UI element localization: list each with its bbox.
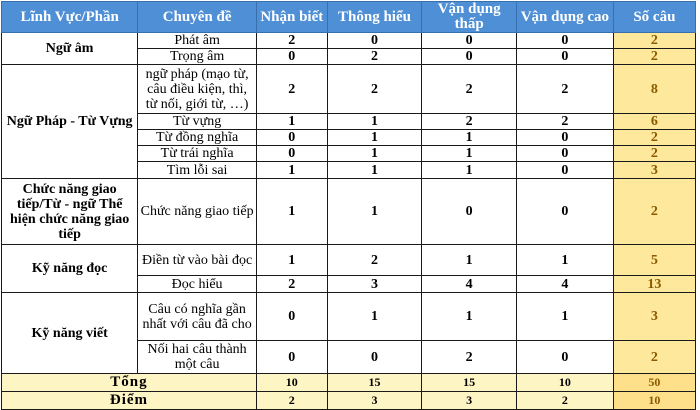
nhan-biet-cell: 2 <box>256 65 327 114</box>
thong-hieu-cell: 2 <box>327 49 422 65</box>
topic-cell: Trọng âm <box>138 49 257 65</box>
thong-hieu-cell: 1 <box>327 293 422 341</box>
van-dung-cao-cell: 0 <box>517 341 614 374</box>
van-dung-thap-cell: 1 <box>422 293 517 341</box>
van-dung-thap-cell: 1 <box>422 130 517 146</box>
van-dung-cao-cell: 2 <box>517 65 614 114</box>
van-dung-thap-cell: 2 <box>422 341 517 374</box>
van-dung-cao-cell: 0 <box>517 49 614 65</box>
van-dung-thap-cell: 1 <box>422 245 517 276</box>
header-so-cau: Số câu <box>613 2 695 33</box>
table-row <box>2 293 696 341</box>
nhan-biet-cell: 0 <box>256 293 327 341</box>
so-cau-cell: 2 <box>613 130 695 146</box>
thong-hieu-cell: 1 <box>327 114 422 130</box>
thong-hieu-cell: 1 <box>327 146 422 162</box>
table-row <box>2 33 696 49</box>
van-dung-cao-cell: 1 <box>517 293 614 341</box>
header-topic: Chuyên đề <box>138 2 257 33</box>
area-cell: Ngữ âm <box>2 33 138 65</box>
van-dung-cao-cell: 0 <box>517 162 614 179</box>
nhan-biet-cell: 2 <box>256 276 327 293</box>
van-dung-thap-cell: 2 <box>422 114 517 130</box>
van-dung-cao-cell: 0 <box>517 146 614 162</box>
table-row <box>2 245 696 276</box>
score-label: Điểm <box>2 392 257 410</box>
so-cau-cell: 2 <box>613 146 695 162</box>
so-cau-cell: 13 <box>613 276 695 293</box>
van-dung-thap-cell: 1 <box>422 146 517 162</box>
so-cau-cell: 2 <box>613 179 695 245</box>
thong-hieu-cell: 1 <box>327 179 422 245</box>
topic-cell: Câu có nghĩa gần nhất với câu đã cho <box>138 293 257 341</box>
van-dung-thap-cell: 0 <box>422 49 517 65</box>
nhan-biet-cell: 1 <box>256 114 327 130</box>
score-nhan-biet: 2 <box>256 392 327 410</box>
topic-cell: ngữ pháp (mạo từ, câu điều kiện, thì, từ nối, giới từ, …) <box>138 65 257 114</box>
van-dung-cao-cell: 0 <box>517 130 614 146</box>
so-cau-cell: 3 <box>613 293 695 341</box>
nhan-biet-cell: 0 <box>256 49 327 65</box>
van-dung-cao-cell: 0 <box>517 33 614 49</box>
so-cau-cell: 2 <box>613 341 695 374</box>
topic-cell: Phát âm <box>138 33 257 49</box>
van-dung-cao-cell: 0 <box>517 179 614 245</box>
total-nhan-biet: 10 <box>256 374 327 392</box>
table-row <box>2 65 696 114</box>
header-row <box>2 2 696 33</box>
header-area: Lĩnh Vực/Phần <box>2 2 138 33</box>
area-cell: Kỹ năng viết <box>2 293 138 374</box>
nhan-biet-cell: 0 <box>256 146 327 162</box>
van-dung-thap-cell: 2 <box>422 65 517 114</box>
van-dung-cao-cell: 1 <box>517 245 614 276</box>
thong-hieu-cell: 3 <box>327 276 422 293</box>
score-thong-hieu: 3 <box>327 392 422 410</box>
van-dung-cao-cell: 4 <box>517 276 614 293</box>
topic-cell: Từ đồng nghĩa <box>138 130 257 146</box>
thong-hieu-cell: 1 <box>327 130 422 146</box>
nhan-biet-cell: 1 <box>256 245 327 276</box>
total-van-dung-thap: 15 <box>422 374 517 392</box>
so-cau-cell: 3 <box>613 162 695 179</box>
area-cell: Ngữ Pháp - Từ Vựng <box>2 65 138 179</box>
topic-cell: Nối hai câu thành một câu <box>138 341 257 374</box>
total-thong-hieu: 15 <box>327 374 422 392</box>
score-so-cau: 10 <box>613 392 695 410</box>
topic-cell: Tìm lỗi sai <box>138 162 257 179</box>
total-row <box>2 374 696 392</box>
area-cell: Chức năng giao tiếp/Từ - ngữ Thể hiện chức năng giao tiếp <box>2 179 138 245</box>
van-dung-thap-cell: 0 <box>422 33 517 49</box>
thong-hieu-cell: 2 <box>327 245 422 276</box>
thong-hieu-cell: 0 <box>327 341 422 374</box>
so-cau-cell: 6 <box>613 114 695 130</box>
header-thong-hieu: Thông hiểu <box>327 2 422 33</box>
total-so-cau: 50 <box>613 374 695 392</box>
header-nhan-biet: Nhận biết <box>256 2 327 33</box>
van-dung-cao-cell: 2 <box>517 114 614 130</box>
topic-cell: Từ vựng <box>138 114 257 130</box>
total-label: Tổng <box>2 374 257 392</box>
topic-cell: Từ trái nghĩa <box>138 146 257 162</box>
total-van-dung-cao: 10 <box>517 374 614 392</box>
nhan-biet-cell: 2 <box>256 33 327 49</box>
van-dung-thap-cell: 4 <box>422 276 517 293</box>
thong-hieu-cell: 0 <box>327 33 422 49</box>
thong-hieu-cell: 1 <box>327 162 422 179</box>
nhan-biet-cell: 1 <box>256 179 327 245</box>
table-row <box>2 179 696 245</box>
thong-hieu-cell: 2 <box>327 65 422 114</box>
van-dung-thap-cell: 0 <box>422 179 517 245</box>
nhan-biet-cell: 0 <box>256 130 327 146</box>
topic-cell: Đọc hiểu <box>138 276 257 293</box>
score-row <box>2 392 696 410</box>
score-van-dung-thap: 3 <box>422 392 517 410</box>
topic-cell: Chức năng giao tiếp <box>138 179 257 245</box>
exam-matrix-table <box>1 1 696 410</box>
so-cau-cell: 5 <box>613 245 695 276</box>
score-van-dung-cao: 2 <box>517 392 614 410</box>
so-cau-cell: 8 <box>613 65 695 114</box>
area-cell: Kỹ năng đọc <box>2 245 138 293</box>
so-cau-cell: 2 <box>613 33 695 49</box>
header-van-dung-cao: Vận dụng cao <box>517 2 614 33</box>
van-dung-thap-cell: 1 <box>422 162 517 179</box>
topic-cell: Điền từ vào bài đọc <box>138 245 257 276</box>
so-cau-cell: 2 <box>613 49 695 65</box>
nhan-biet-cell: 1 <box>256 162 327 179</box>
nhan-biet-cell: 0 <box>256 341 327 374</box>
header-van-dung-thap: Vận dụng thấp <box>422 2 517 33</box>
